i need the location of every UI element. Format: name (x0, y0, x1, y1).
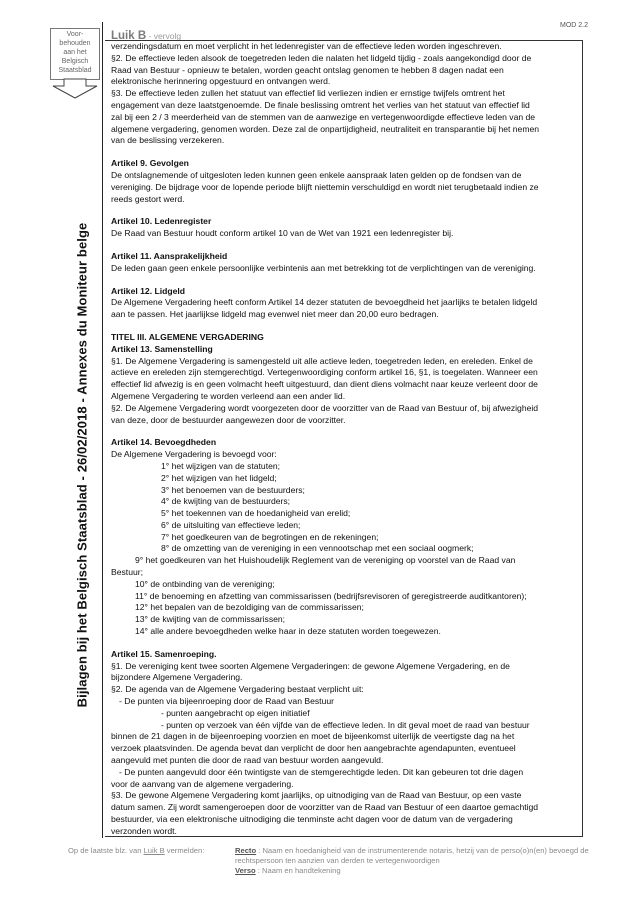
text-line: §1. De Algemene Vergadering is samengesteld uit alle actieve leden, toegetreden leden, en ereleden. Enkel de (111, 355, 533, 366)
text-line: verzendingsdatum en moet verplicht in het ledenregister van de effectieve leden worden ingeschreven. (111, 41, 502, 51)
text-line: van de beslissing verzekeren. (111, 135, 225, 146)
text-line: van deze, door de bestuurder aangewezen door de voorzitter. (111, 414, 346, 425)
text-line: vereniging. De bijdrage voor de lopende periode blijft niettemin verschuldigd en wordt niet terugbetaald indien ze (111, 181, 539, 192)
reserved-line: Staatsblad (58, 67, 92, 74)
text-line: §3. De gewone Algemene Vergadering komt jaarlijks, op uitnodiging van de Raad van Bestuur, op een vaste (111, 790, 522, 801)
margin-divider (102, 22, 103, 838)
paragraph-gap (111, 321, 583, 332)
text-line: bijzondere Algemene Vergadering. (111, 672, 243, 683)
form-code: MOD 2.2 (560, 22, 589, 29)
heading-line: Artikel 12. Lidgeld (111, 285, 186, 296)
paragraph-gap (111, 275, 583, 286)
annex-vertical-label: Bijlagen bij het Belgisch Staatsblad - 26/02/2018 - Annexes du Moniteur belge (74, 222, 90, 708)
text-line: De Raad van Bestuur houdt conform artikel 10 van de Wet van 1921 een ledenregister bij. (111, 228, 454, 239)
paragraph-gap (111, 638, 583, 649)
paragraph-gap (111, 426, 583, 437)
text-line: 14° alle andere bevoegdheden welke haar in deze statuten worden toegewezen. (135, 626, 441, 637)
paragraph-gap (111, 240, 583, 251)
text-line: 2° het wijzigen van het lidgeld; (161, 472, 277, 483)
verso-text: : Naam en handtekening (255, 866, 341, 875)
footer-instruction-post: vermelden: (164, 846, 205, 855)
text-line: engagement van deze laatstgenoemde. De finale beslissing omtrent het verlies van het statuut van effectief lid (111, 99, 530, 110)
paragraph-gap (111, 147, 583, 158)
text-line: elektronische herinnering opgestuurd en ontvangen werd. (111, 76, 331, 87)
heading-line: Artikel 13. Samenstelling (111, 343, 213, 354)
text-line: §3. De effectieve leden zullen het statuut van effectief lid verliezen indien er ernstige twijfels omtrent het (111, 88, 505, 99)
text-line: De ontslagnemende of uitgesloten leden kunnen geen enkele aanspraak laten gelden op de fondsen van de (111, 169, 522, 180)
footer-verso (235, 866, 595, 876)
text-line: - punten op verzoek van één vijfde van de effectieve leden. In dit geval moet de raad van bestuur (161, 719, 530, 730)
text-line: zal bij een 2 / 3 meerderheid van de stemmen van de aanwezige en vertegenwoordigde effectieve leden van de (111, 111, 536, 122)
text-line: De leden gaan geen enkele persoonlijke verbintenis aan met betrekking tot de verplichtingen van de vereniging. (111, 262, 536, 273)
text-line: De Algemene Vergadering is bevoegd voor: (111, 449, 277, 460)
document-body (111, 41, 583, 838)
text-line: voor de aanvang van de algemene vergadering. (111, 778, 294, 789)
text-line: actieve en ereleden zijn stemgerechtigd. Vertegenwoordiging conform artikel 16, §1, is toegelaten. Wanneer een (111, 367, 538, 378)
text-line: §2. De agenda van de Algemene Vergadering bestaat verplicht uit: (111, 684, 364, 695)
text-line: §2. De effectieve leden alsook de toegetreden leden die nalaten het lidgeld tijdig - zoals aangekondigd door de (111, 52, 532, 63)
down-arrow-icon (50, 78, 100, 100)
section-title: Luik B (111, 30, 147, 42)
text-line: reeds gestort werd. (111, 193, 185, 204)
text-line: 10° de ontbinding van de vereniging; (135, 578, 275, 589)
text-line: Algemene Vergadering te worden verleend aan een ander lid. (111, 390, 346, 401)
text-line: verzonden wordt. (111, 825, 177, 836)
reserved-line: Voor- (66, 31, 84, 38)
reserved-line: aan het (63, 49, 87, 56)
text-line: datum samen. Zij wordt samengeroepen door de voorzitter van de Raad van Bestuur of een daartoe gemachtigd (111, 802, 539, 813)
text-line: 11° de benoeming en afzetting van commissarissen (bedrijfsrevisoren of geregistreerde auditkantoren); (135, 590, 527, 601)
verso-label: Verso (235, 866, 256, 875)
heading-line: Artikel 10. Ledenregister (111, 216, 212, 227)
footer-section-ref: Luik B (143, 846, 165, 855)
recto-label: Recto (235, 846, 257, 855)
text-line: algemene vergadering, genomen worden. Deze zal de onpartijdigheid, neutraliteit en transparantie bij het nemen (111, 123, 540, 134)
reserved-line: Belgisch (61, 58, 89, 65)
text-line: 12° het bepalen van de bezoldiging van de commissarissen; (135, 602, 364, 613)
text-line: verzoek plaatsvinden. De agenda bevat dan verplicht de door hen aangebrachte agendapunten, eventueel (111, 743, 516, 754)
text-line: - punten aangebracht op eigen initiatief (161, 707, 310, 718)
heading-line: Artikel 15. Samenroeping. (111, 648, 217, 659)
text-line: 7° het goedkeuren van de begrotingen en de rekeningen; (161, 531, 379, 542)
text-line: aangevuld met punten die door de raad van bestuur worden aangevuld. (111, 755, 384, 766)
text-line: Bestuur; (111, 567, 144, 578)
text-line: 1° het wijzigen van de statuten; (161, 460, 281, 471)
text-line: 4° de kwijting van de bestuurders; (161, 496, 291, 507)
heading-line: TITEL III. ALGEMENE VERGADERING (111, 331, 264, 342)
footer-instruction-pre: Op de laatste blz. van (68, 846, 144, 855)
text-line: 3° het benoemen van de bestuurders; (161, 484, 305, 495)
text-line: §1. De vereniging kent twee soorten Algemene Vergaderingen: de gewone Algemene Vergadering, en de (111, 660, 510, 671)
text-line: - De punten aangevuld door één twintigste van de stemgerechtigde leden. Dit kan gebeuren tot drie dagen (119, 766, 524, 777)
text-line: 5° het toekennen van de hoedanigheid van erelid; (161, 508, 351, 519)
footer-recto (235, 846, 595, 866)
reserved-line: behouden (59, 40, 91, 47)
footer-notes (235, 846, 595, 876)
section-continued: - vervolg (146, 31, 182, 41)
recto-text: : Naam en hoedanigheid van de instrumenterende notaris, hetzij van de perso(o)n(en) bevoegd de rechtspersoon ten aanzien van derden te vertegenwoordigen (235, 846, 589, 865)
heading-line: Artikel 9. Gevolgen (111, 158, 189, 169)
heading-line: Artikel 14. Bevoegdheden (111, 437, 217, 448)
footer-instruction (68, 846, 204, 856)
text-line: De Algemene Vergadering heeft conform Artikel 14 dezer statuten de bevoegdheid het jaarlijks te betalen lidgeld (111, 297, 538, 308)
text-line: - De punten via bijeenroeping door de Raad van Bestuur (119, 696, 334, 707)
text-line: effectief lid afwezig is en geen volmacht heeft uitgestuurd, dan dient diens volmacht naar keuze verleent door de (111, 379, 538, 390)
heading-line: Artikel 11. Aansprakelijkheid (111, 250, 228, 261)
reserved-box (50, 28, 100, 80)
text-line: 13° de kwijting van de commissarissen; (135, 614, 286, 625)
text-line: 8° de omzetting van de vereniging in een vennootschap met een sociaal oogmerk; (161, 543, 474, 554)
text-line: §2. De Algemene Vergadering wordt voorgezeten door de voorzitter van de Raad van Bestuur of, bij afwezigheid (111, 402, 539, 413)
text-line: Raad van Bestuur - opnieuw te betalen, worden geacht ontslag genomen te hebben 8 dagen nadat een (111, 64, 504, 75)
text-line: bestuurder, via een elektronische uitnodiging die tenminste acht dagen voor de datum van de vergadering (111, 814, 513, 825)
paragraph-gap (111, 205, 583, 216)
text-line: 6° de uitsluiting van effectieve leden; (161, 519, 301, 530)
text-line: binnen de 21 dagen in de bijeenroeping voorzien en moet de bijeenkomst uiterlijk de veertigste dag na het (111, 731, 515, 742)
text-line: aan te passen. Het jaarlijkse lidgeld mag evenwel niet meer dan 20,00 euro bedragen. (111, 309, 439, 320)
text-line: 9° het goedkeuren van het Huishoudelijk Reglement van de vereniging op voorstel van de Raad van (135, 555, 516, 566)
